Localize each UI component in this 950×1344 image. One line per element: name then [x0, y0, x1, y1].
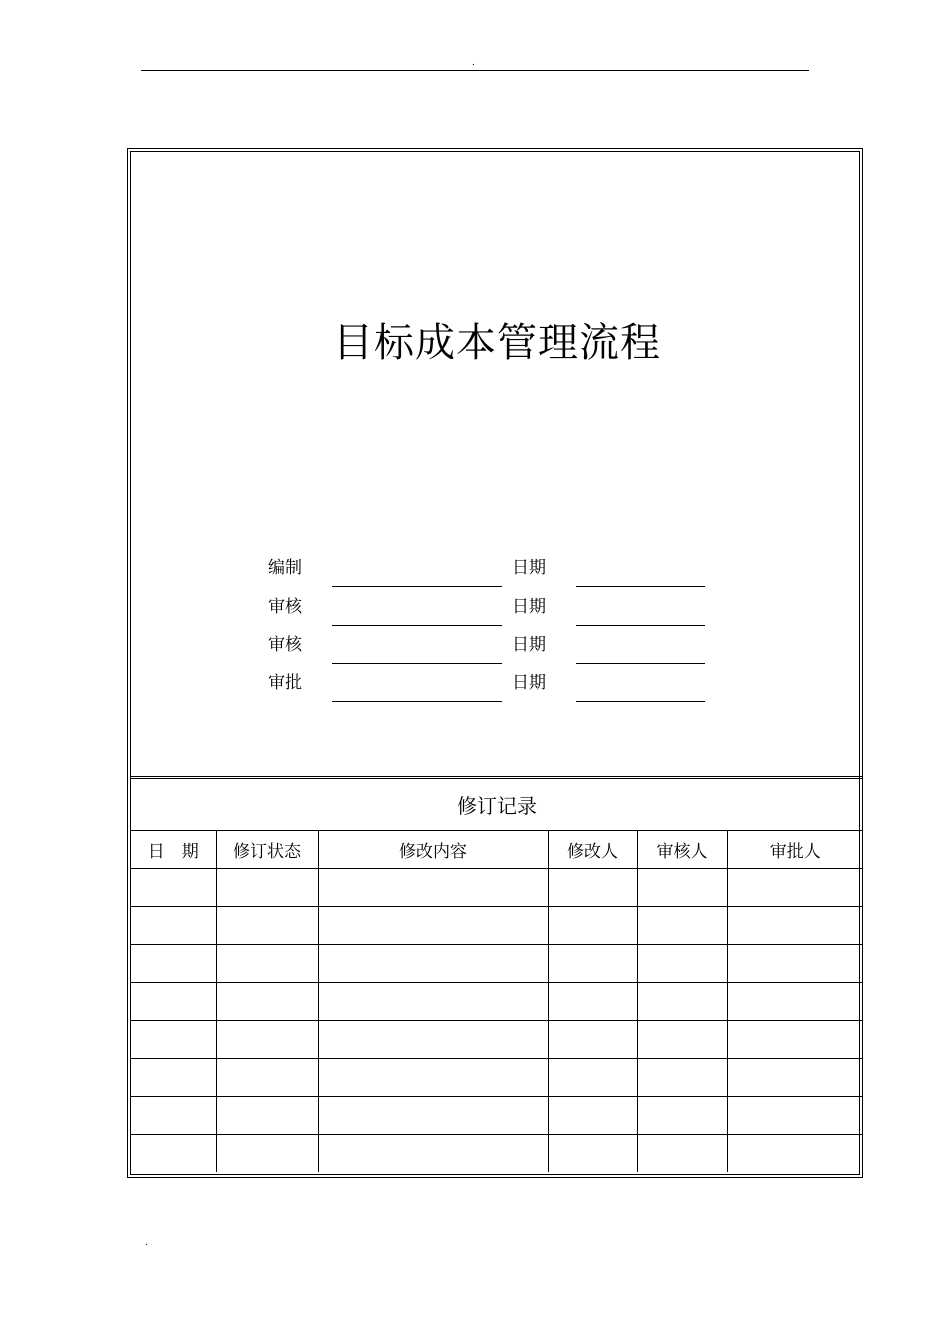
signoff-row [131, 633, 863, 669]
change-content-cell[interactable] [318, 1097, 548, 1135]
approver-cell[interactable] [727, 1021, 863, 1059]
change-content-cell[interactable] [318, 1021, 548, 1059]
signoff-role-label: 审核 [268, 635, 302, 655]
modifier-cell[interactable] [548, 1021, 637, 1059]
revision-status-cell[interactable] [216, 1021, 318, 1059]
table-row [131, 983, 863, 1021]
modifier-cell[interactable] [548, 1097, 637, 1135]
change-content-cell[interactable] [318, 983, 548, 1021]
column-header-modifier: 修改人 [548, 831, 637, 869]
date-cell[interactable] [131, 1021, 216, 1059]
change-content-cell[interactable] [318, 1059, 548, 1097]
revision-record-table [131, 779, 863, 1172]
change-content-cell[interactable] [318, 907, 548, 945]
reviewer-cell[interactable] [637, 1059, 727, 1097]
column-header-date: 日 期 [131, 831, 216, 869]
cover-frame [127, 148, 863, 1178]
document-title: 目标成本管理流程 [333, 320, 661, 366]
column-header-revision-status: 修订状态 [216, 831, 318, 869]
signoff-date-line[interactable] [576, 625, 705, 626]
reviewer-cell[interactable] [637, 983, 727, 1021]
signoff-signature-line[interactable] [332, 701, 502, 702]
approver-cell[interactable] [727, 945, 863, 983]
table-row [131, 1021, 863, 1059]
approver-cell[interactable] [727, 1135, 863, 1173]
date-cell[interactable] [131, 1135, 216, 1173]
reviewer-cell[interactable] [637, 1021, 727, 1059]
date-cell[interactable] [131, 1097, 216, 1135]
reviewer-cell[interactable] [637, 1097, 727, 1135]
signoff-signature-line[interactable] [332, 663, 502, 664]
change-content-cell[interactable] [318, 1135, 548, 1173]
change-content-cell[interactable] [318, 945, 548, 983]
footer-dot: . [145, 1238, 148, 1248]
signoff-signature-line[interactable] [332, 586, 502, 587]
signoff-date-label: 日期 [512, 635, 546, 655]
header-dot: . [472, 58, 475, 68]
change-content-cell[interactable] [318, 869, 548, 907]
revision-status-cell[interactable] [216, 1135, 318, 1173]
revision-status-cell[interactable] [216, 945, 318, 983]
signoff-date-label: 日期 [512, 673, 546, 693]
signoff-row [131, 595, 863, 631]
cover-frame-inner [130, 151, 860, 1175]
table-row [131, 869, 863, 907]
approver-cell[interactable] [727, 1059, 863, 1097]
signoff-date-label: 日期 [512, 558, 546, 578]
table-row [131, 1135, 863, 1173]
date-cell[interactable] [131, 945, 216, 983]
signoff-date-line[interactable] [576, 586, 705, 587]
date-cell[interactable] [131, 1059, 216, 1097]
revision-status-cell[interactable] [216, 869, 318, 907]
approver-cell[interactable] [727, 869, 863, 907]
signoff-signature-line[interactable] [332, 625, 502, 626]
signoff-role-label: 审核 [268, 597, 302, 617]
signoff-date-label: 日期 [512, 597, 546, 617]
approver-cell[interactable] [727, 1097, 863, 1135]
table-row [131, 907, 863, 945]
table-row [131, 1059, 863, 1097]
signoff-date-line[interactable] [576, 701, 705, 702]
reviewer-cell[interactable] [637, 945, 727, 983]
signoff-row [131, 671, 863, 707]
modifier-cell[interactable] [548, 945, 637, 983]
modifier-cell[interactable] [548, 1059, 637, 1097]
column-header-reviewer: 审核人 [637, 831, 727, 869]
revision-header-row [131, 831, 863, 869]
reviewer-cell[interactable] [637, 869, 727, 907]
column-header-change-content: 修改内容 [318, 831, 548, 869]
reviewer-cell[interactable] [637, 907, 727, 945]
signoff-row [131, 556, 863, 592]
revision-status-cell[interactable] [216, 983, 318, 1021]
date-cell[interactable] [131, 907, 216, 945]
modifier-cell[interactable] [548, 907, 637, 945]
table-row [131, 1097, 863, 1135]
revision-record-caption: 修订记录 [131, 779, 863, 831]
modifier-cell[interactable] [548, 869, 637, 907]
table-row [131, 945, 863, 983]
revision-status-cell[interactable] [216, 907, 318, 945]
modifier-cell[interactable] [548, 1135, 637, 1173]
date-cell[interactable] [131, 869, 216, 907]
header-rule [141, 70, 809, 71]
revision-status-cell[interactable] [216, 1097, 318, 1135]
signoff-date-line[interactable] [576, 663, 705, 664]
reviewer-cell[interactable] [637, 1135, 727, 1173]
date-cell[interactable] [131, 983, 216, 1021]
revision-status-cell[interactable] [216, 1059, 318, 1097]
column-header-approver: 审批人 [727, 831, 863, 869]
approver-cell[interactable] [727, 907, 863, 945]
signoff-role-label: 审批 [268, 673, 302, 693]
approver-cell[interactable] [727, 983, 863, 1021]
signoff-role-label: 编制 [268, 558, 302, 578]
modifier-cell[interactable] [548, 983, 637, 1021]
